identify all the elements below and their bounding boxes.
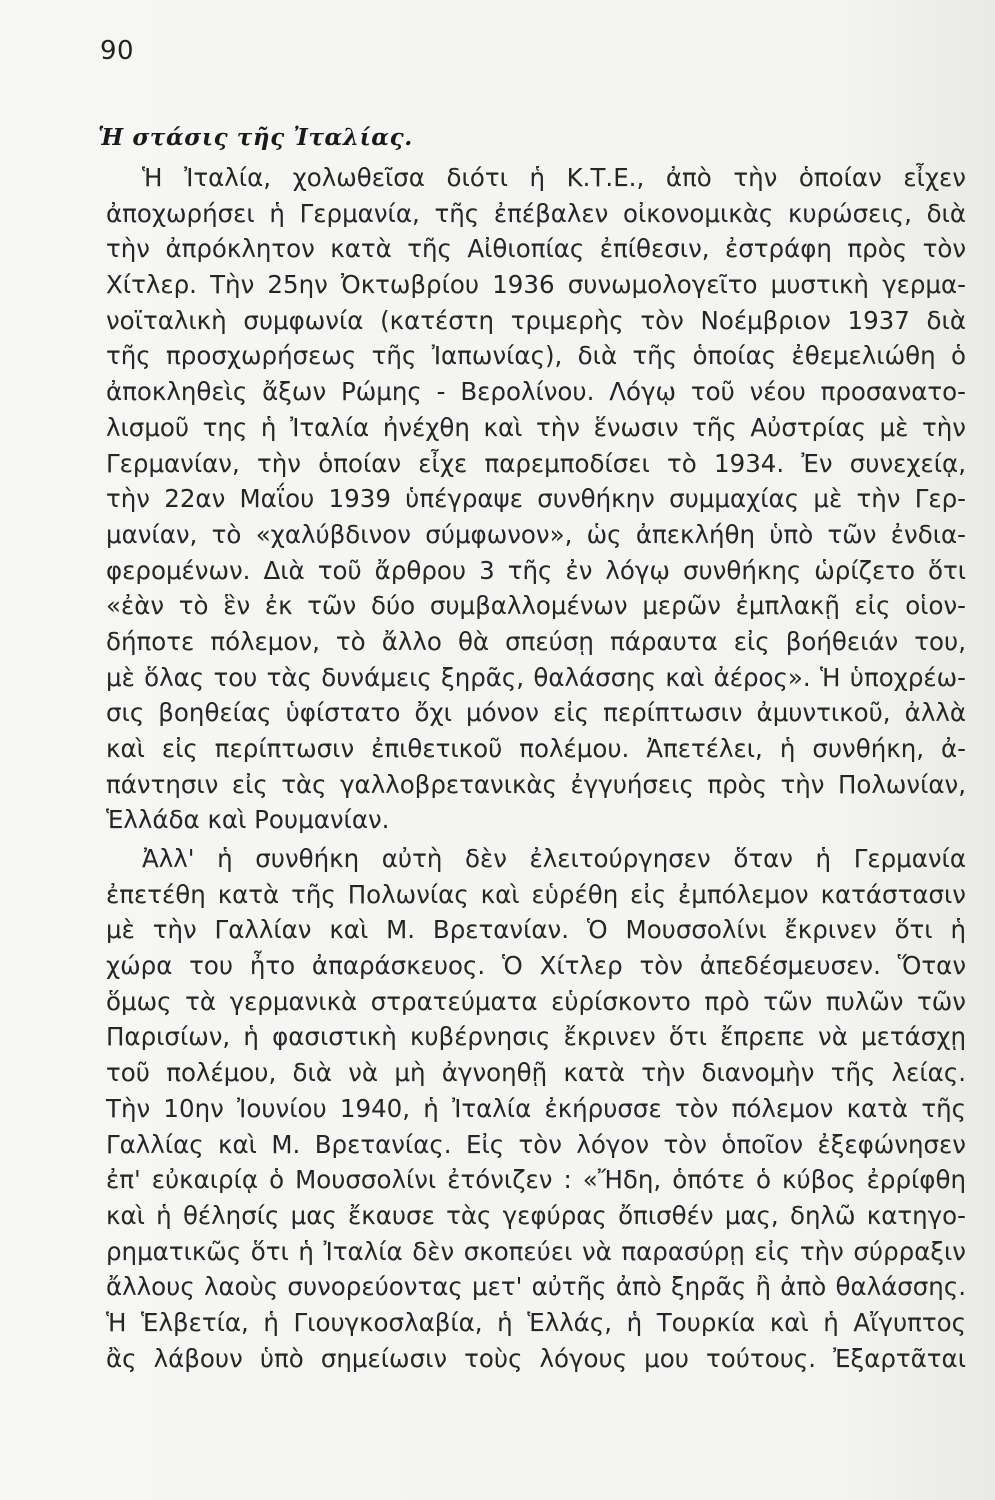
- text-line: ἄλλους λαοὺς συνορεύοντας μετ' αὐτῆς ἀπὸ ξηρᾶς ἢ ἀπὸ θαλάσσης.: [106, 1272, 966, 1302]
- text-line: μὲ ὅλας του τὰς δυνάμεις ξηρᾶς, θαλάσσης καὶ ἀέρος». Ἡ ὑποχρέω-: [106, 662, 966, 692]
- text-line: Ἡ Ἰταλία, χολωθεῖσα διότι ἡ Κ.Τ.Ε., ἀπὸ τὴν ὁποίαν εἶχεν: [142, 163, 966, 192]
- text-line: νοϊταλικὴ συμφωνία (κατέστη τριμερὴς τὸν Νοέμβριον 1937 διὰ: [106, 305, 966, 335]
- text-line: σις βοηθείας ὑφίστατο ὄχι μόνον εἰς περίπτωσιν ἀμυντικοῦ, ἀλλὰ: [106, 698, 966, 728]
- paragraph-1: [106, 160, 966, 838]
- text-line: δήποτε πόλεμον, τὸ ἄλλο θὰ σπεύσῃ πάραυτα εἰς βοήθειάν του,: [106, 626, 966, 656]
- text-line: μανίαν, τὸ «χαλύβδινον σύμφωνον», ὡς ἀπεκλήθη ὑπὸ τῶν ἐνδια-: [106, 519, 966, 549]
- text-line: Ἑλλάδα καὶ Ρουμανίαν.: [106, 805, 390, 835]
- text-line: «ἐὰν τὸ ἓν ἐκ τῶν δύο συμβαλλομένων μερῶν ἐμπλακῇ εἰς οἱον-: [106, 591, 966, 621]
- text-line: φερομένων. Διὰ τοῦ ἄρθρου 3 τῆς ἐν λόγῳ συνθήκης ὡρίζετο ὅτι: [106, 555, 966, 585]
- text-line: χώρα του ἦτο ἀπαράσκευος. Ὁ Χίτλερ τὸν ἀπεδέσμευσεν. Ὅταν: [106, 951, 966, 981]
- text-line: Γερμανίαν, τὴν ὁποίαν εἶχε παρεμποδίσει τὸ 1934. Ἐν συνεχείᾳ,: [106, 448, 966, 478]
- text-line: ὅμως τὰ γερμανικὰ στρατεύματα εὑρίσκοντο πρὸ τῶν πυλῶν τῶν: [106, 986, 966, 1016]
- text-line: Τὴν 10ην Ἰουνίου 1940, ἡ Ἰταλία ἐκήρυσσε τὸν πόλεμον κατὰ τῆς: [106, 1093, 966, 1123]
- section-heading: Ἡ στάσις τῆς Ἰταλίας.: [98, 124, 413, 151]
- text-line: πάντησιν εἰς τὰς γαλλοβρετανικὰς ἐγγυήσεις πρὸς τὴν Πολωνίαν,: [106, 769, 966, 799]
- text-line: ἀποχωρήσει ἡ Γερμανία, τῆς ἐπέβαλεν οἰκονομικὰς κυρώσεις, διὰ: [106, 198, 966, 228]
- text-line: ρηματικῶς ὅτι ἡ Ἰταλία δὲν σκοπεύει νὰ παρασύρῃ εἰς τὴν σύρραξιν: [106, 1236, 966, 1266]
- text-line: καὶ ἡ θέλησίς μας ἔκαυσε τὰς γεφύρας ὄπισθέν μας, δηλῶ κατηγο-: [106, 1200, 966, 1230]
- text-line: ἀποκληθεὶς ἄξων Ρώμης - Βερολίνου. Λόγῳ τοῦ νέου προσανατο-: [106, 377, 966, 407]
- text-line: τὴν ἀπρόκλητον κατὰ τῆς Αἰθιοπίας ἐπίθεσιν, ἐστράφη πρὸς τὸν: [106, 234, 966, 264]
- text-line: ἂς λάβουν ὑπὸ σημείωσιν τοὺς λόγους μου τούτους. Ἐξαρτᾶται: [106, 1343, 966, 1373]
- text-line: τῆς προσχωρήσεως τῆς Ἰαπωνίας), διὰ τῆς ὁποίας ἐθεμελιώθη ὁ: [106, 341, 966, 371]
- text-line: Παρισίων, ἡ φασιστικὴ κυβέρνησις ἔκρινεν ὅτι ἔπρεπε νὰ μετάσχῃ: [106, 1022, 966, 1052]
- paragraph-2: [106, 841, 966, 1376]
- text-line: μὲ τὴν Γαλλίαν καὶ Μ. Βρετανίαν. Ὁ Μουσσολίνι ἔκρινεν ὅτι ἡ: [106, 915, 966, 945]
- text-line: Ἡ Ἑλβετία, ἡ Γιουγκοσλαβία, ἡ Ἑλλάς, ἡ Τουρκία καὶ ἡ Αἴγυπτος: [106, 1307, 966, 1337]
- text-line: Χίτλερ. Τὴν 25ην Ὀκτωβρίου 1936 συνωμολογεῖτο μυστικὴ γερμα-: [106, 270, 966, 300]
- text-line: ἐπ' εὐκαιρίᾳ ὁ Μουσσολίνι ἐτόνιζεν : «Ἤδη, ὁπότε ὁ κύβος ἐρρίφθη: [106, 1165, 966, 1195]
- text-line: Γαλλίας καὶ Μ. Βρετανίας. Εἰς τὸν λόγον τὸν ὁποῖον ἐξεφώνησεν: [106, 1129, 966, 1159]
- text-line: καὶ εἰς περίπτωσιν ἐπιθετικοῦ πολέμου. Ἀπετέλει, ἡ συνθήκη, ἀ-: [106, 734, 966, 763]
- text-line: Ἀλλ' ἡ συνθήκη αὐτὴ δὲν ἐλειτούργησεν ὅταν ἡ Γερμανία: [142, 844, 966, 873]
- text-line: λισμοῦ της ἡ Ἰταλία ἠνέχθη καὶ τὴν ἕνωσιν τῆς Αὐστρίας μὲ τὴν: [106, 412, 966, 442]
- page-number: 90: [100, 36, 135, 66]
- text-line: τοῦ πολέμου, διὰ νὰ μὴ ἀγνοηθῇ κατὰ τὴν διανομὴν τῆς λείας.: [106, 1058, 966, 1088]
- text-line: ἐπετέθη κατὰ τῆς Πολωνίας καὶ εὑρέθη εἰς ἐμπόλεμον κατάστασιν: [106, 879, 966, 909]
- text-line: τὴν 22αν Μαΐου 1939 ὑπέγραψε συνθήκην συμμαχίας μὲ τὴν Γερ-: [106, 484, 966, 514]
